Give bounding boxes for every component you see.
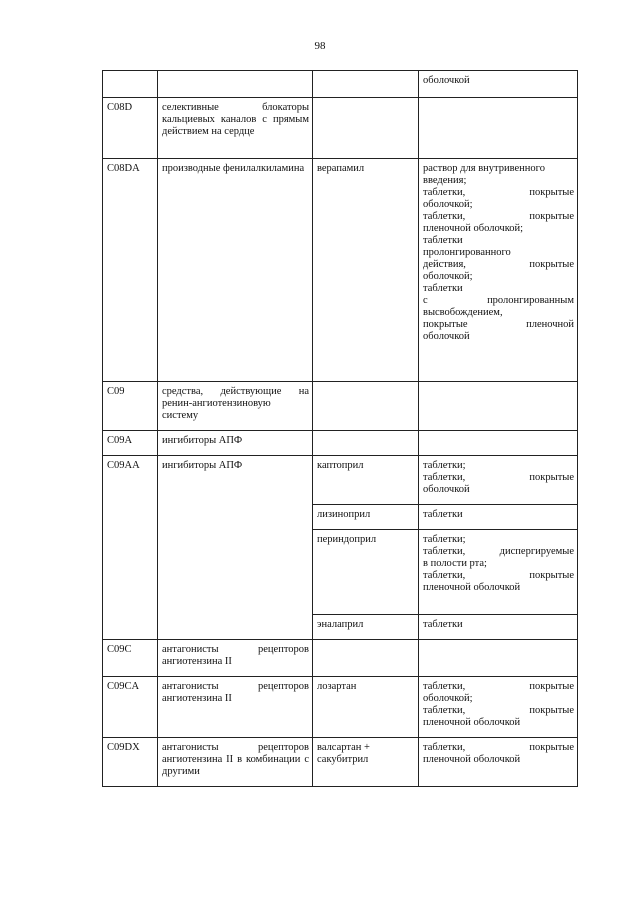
dosage-form-line: в полости рта; bbox=[423, 558, 487, 569]
drug-name-cell: верапамил bbox=[313, 159, 419, 382]
atc-code-cell bbox=[103, 71, 158, 98]
dosage-form-line: оболочкой bbox=[423, 331, 470, 342]
group-description-cell: производные фенилалкиламина bbox=[158, 159, 313, 382]
dosage-form-line: таблетки, диспергируемые bbox=[423, 546, 574, 557]
dosage-form-line: таблетки, покрытые bbox=[423, 570, 574, 581]
drug-name-cell bbox=[313, 71, 419, 98]
drug-name-cell: периндоприл bbox=[313, 530, 419, 615]
dosage-form-line: таблетки, покрытые bbox=[423, 472, 574, 483]
drug-name-cell bbox=[313, 431, 419, 456]
dosage-form-line: пролонгированного bbox=[423, 247, 511, 258]
atc-code-cell: C09 bbox=[103, 382, 158, 431]
group-description-cell: селективные блокаторы кальциевых каналов с прямым действием на сердце bbox=[158, 98, 313, 159]
dosage-form-line: оболочкой bbox=[423, 75, 470, 86]
dosage-form-cell bbox=[419, 159, 578, 382]
dosage-form-line: таблетки; bbox=[423, 460, 466, 471]
table-row bbox=[103, 456, 578, 505]
drug-name-cell: лозартан bbox=[313, 677, 419, 738]
table-row bbox=[103, 382, 578, 431]
dosage-form-line: оболочкой; bbox=[423, 199, 473, 210]
drug-name-cell bbox=[313, 382, 419, 431]
table-row bbox=[103, 71, 578, 98]
table-row bbox=[103, 159, 578, 382]
atc-code-cell: C08DA bbox=[103, 159, 158, 382]
table-row bbox=[103, 431, 578, 456]
table-row bbox=[103, 98, 578, 159]
drug-name-cell: валсартан + сакубитрил bbox=[313, 738, 419, 787]
atc-code-cell: C08D bbox=[103, 98, 158, 159]
dosage-form-line: покрытые пленочной bbox=[423, 319, 574, 330]
atc-code-cell: C09AA bbox=[103, 456, 158, 640]
dosage-form-line: таблетки, покрытые bbox=[423, 187, 574, 198]
dosage-form-line: оболочкой; bbox=[423, 693, 473, 704]
atc-code-cell: C09DX bbox=[103, 738, 158, 787]
drug-name-cell: лизиноприл bbox=[313, 505, 419, 530]
group-description-cell: ингибиторы АПФ bbox=[158, 456, 313, 640]
dosage-form-line: введения; bbox=[423, 175, 467, 186]
dosage-form-line: действия, покрытые bbox=[423, 259, 574, 270]
dosage-form-cell bbox=[419, 615, 578, 640]
table-row bbox=[103, 677, 578, 738]
atc-code-cell: C09CA bbox=[103, 677, 158, 738]
drug-name-cell: эналаприл bbox=[313, 615, 419, 640]
dosage-form-cell bbox=[419, 456, 578, 505]
drug-name-cell: каптоприл bbox=[313, 456, 419, 505]
dosage-form-cell bbox=[419, 640, 578, 677]
dosage-form-cell bbox=[419, 71, 578, 98]
dosage-form-line: пленочной оболочкой; bbox=[423, 223, 524, 234]
group-description-cell bbox=[158, 71, 313, 98]
drug-name-cell bbox=[313, 640, 419, 677]
dosage-form-line: пленочной оболочкой bbox=[423, 582, 521, 593]
atc-code-cell: C09C bbox=[103, 640, 158, 677]
group-description-cell: ингибиторы АПФ bbox=[158, 431, 313, 456]
table-row bbox=[103, 640, 578, 677]
dosage-form-line: высвобождением, bbox=[423, 307, 503, 318]
dosage-form-line: таблетки bbox=[423, 619, 463, 630]
drug-table bbox=[102, 70, 578, 787]
dosage-form-cell bbox=[419, 505, 578, 530]
dosage-form-line: раствор для внутривенного bbox=[423, 163, 545, 174]
dosage-form-line: таблетки, покрытые bbox=[423, 742, 574, 753]
dosage-form-line: таблетки bbox=[423, 235, 463, 246]
group-description-cell: антагонисты рецепторов ангиотензина II в комбинации с другими bbox=[158, 738, 313, 787]
dosage-form-cell bbox=[419, 431, 578, 456]
page-number: 98 bbox=[314, 40, 326, 52]
dosage-form-line: с пролонгированным bbox=[423, 295, 574, 306]
dosage-form-line: таблетки, покрытые bbox=[423, 211, 574, 222]
dosage-form-cell bbox=[419, 530, 578, 615]
dosage-form-line: таблетки, покрытые bbox=[423, 705, 574, 716]
dosage-form-line: таблетки; bbox=[423, 534, 466, 545]
dosage-form-line: таблетки, покрытые bbox=[423, 681, 574, 692]
group-description-cell: антагонисты рецепторов ангиотензина II bbox=[158, 677, 313, 738]
table-row bbox=[103, 738, 578, 787]
dosage-form-cell bbox=[419, 382, 578, 431]
dosage-form-line: таблетки bbox=[423, 283, 463, 294]
drug-name-cell bbox=[313, 98, 419, 159]
dosage-form-cell bbox=[419, 677, 578, 738]
dosage-form-cell bbox=[419, 738, 578, 787]
dosage-form-line: пленочной оболочкой bbox=[423, 754, 521, 765]
dosage-form-line: оболочкой; bbox=[423, 271, 473, 282]
dosage-form-line: пленочной оболочкой bbox=[423, 717, 521, 728]
dosage-form-line: таблетки bbox=[423, 509, 463, 520]
dosage-form-cell bbox=[419, 98, 578, 159]
group-description-cell: антагонисты рецепторов ангиотензина II bbox=[158, 640, 313, 677]
atc-code-cell: C09A bbox=[103, 431, 158, 456]
group-description-cell: средства, действующие на ренин-ангиотензиновую систему bbox=[158, 382, 313, 431]
dosage-form-line: оболочкой bbox=[423, 484, 470, 495]
